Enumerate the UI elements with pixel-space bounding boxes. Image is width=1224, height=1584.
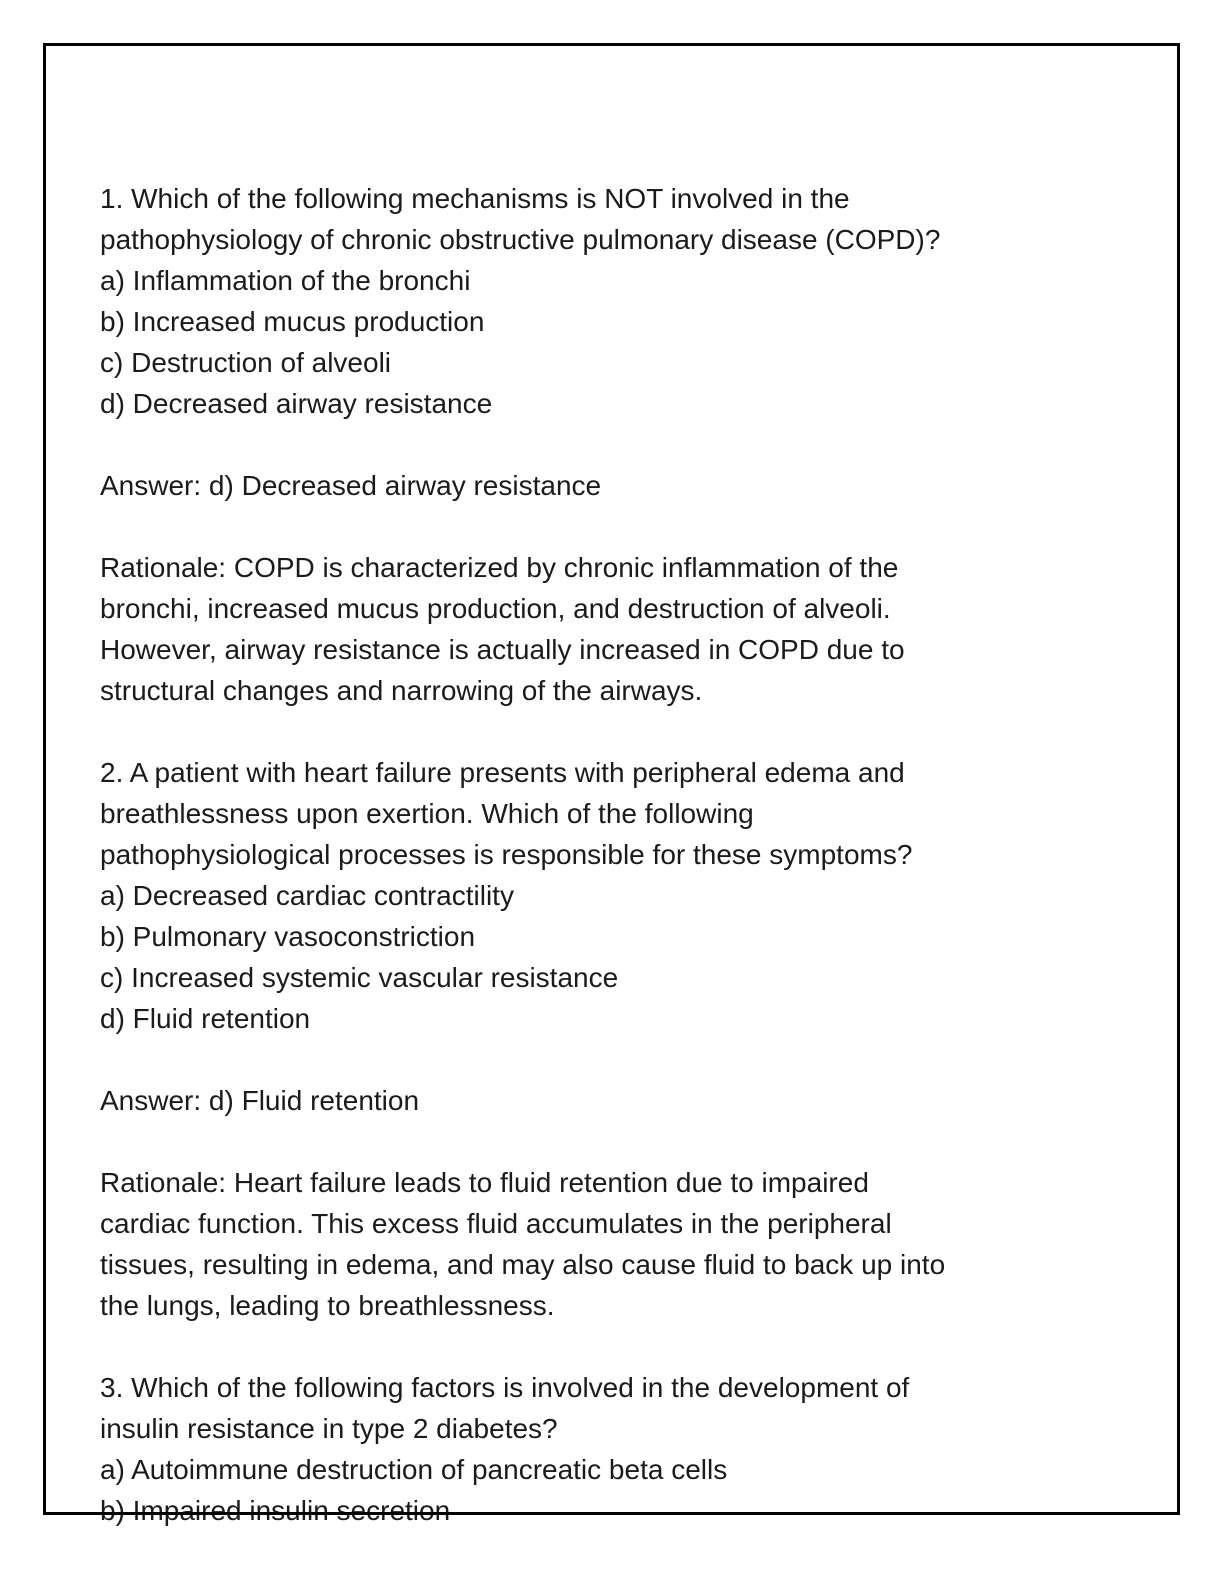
- text-line: d) Fluid retention: [100, 1003, 311, 1034]
- paragraph-rationale-1: [100, 547, 1110, 711]
- text-line: b) Increased mucus production: [100, 306, 485, 337]
- text-line: Answer: d) Fluid retention: [100, 1085, 420, 1116]
- text-line: However, airway resistance is actually increased in COPD due to: [100, 634, 905, 665]
- text-line: b) Impaired insulin secretion: [100, 1495, 451, 1526]
- text-line: the lungs, leading to breathlessness.: [100, 1290, 555, 1321]
- paragraph-question-3: [100, 1367, 1110, 1531]
- text-line: Answer: d) Decreased airway resistance: [100, 470, 602, 501]
- text-line: structural changes and narrowing of the airways.: [100, 675, 703, 706]
- text-line: b) Pulmonary vasoconstriction: [100, 921, 476, 952]
- text-line: d) Decreased airway resistance: [100, 388, 493, 419]
- text-line: a) Inflammation of the bronchi: [100, 265, 471, 296]
- text-line: c) Increased systemic vascular resistance: [100, 962, 619, 993]
- paragraph-question-1: [100, 178, 1110, 424]
- paragraph-answer-1: [100, 465, 1110, 506]
- text-line: Rationale: Heart failure leads to fluid retention due to impaired: [100, 1167, 869, 1198]
- text-line: a) Autoimmune destruction of pancreatic beta cells: [100, 1454, 728, 1485]
- text-line: Rationale: COPD is characterized by chronic inflammation of the: [100, 552, 899, 583]
- text-line: insulin resistance in type 2 diabetes?: [100, 1413, 558, 1444]
- paragraph-answer-2: [100, 1080, 1110, 1121]
- text-line: pathophysiology of chronic obstructive pulmonary disease (COPD)?: [100, 224, 941, 255]
- text-line: cardiac function. This excess fluid accumulates in the peripheral: [100, 1208, 892, 1239]
- text-line: a) Decreased cardiac contractility: [100, 880, 514, 911]
- text-line: c) Destruction of alveoli: [100, 347, 392, 378]
- text-line: 3. Which of the following factors is involved in the development of: [100, 1372, 910, 1403]
- paragraph-question-2: [100, 752, 1110, 1039]
- document-body: [100, 178, 1110, 1531]
- text-line: pathophysiological processes is responsible for these symptoms?: [100, 839, 913, 870]
- text-line: 2. A patient with heart failure presents with peripheral edema and: [100, 757, 905, 788]
- text-line: breathlessness upon exertion. Which of the following: [100, 798, 754, 829]
- paragraph-rationale-2: [100, 1162, 1110, 1326]
- text-line: bronchi, increased mucus production, and destruction of alveoli.: [100, 593, 891, 624]
- text-line: 1. Which of the following mechanisms is NOT involved in the: [100, 183, 850, 214]
- text-line: tissues, resulting in edema, and may also cause fluid to back up into: [100, 1249, 946, 1280]
